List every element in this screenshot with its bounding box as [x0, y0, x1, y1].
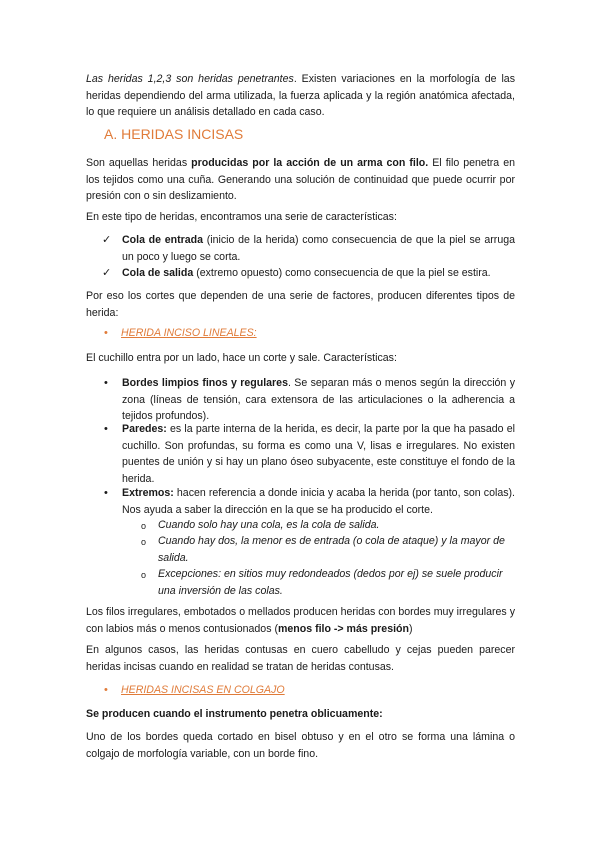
check-item-bold: Cola de salida: [122, 267, 194, 279]
bullet-icon: •: [104, 423, 108, 435]
circle-bullet-icon: o: [141, 570, 147, 580]
irregular-text: Los filos irregulares, embotados o mellados producen heridas con bordes muy irregulares y con labios más o menos contusionados (: [86, 606, 515, 635]
irregular-bold: menos filo -> más presión: [277, 622, 409, 635]
definition-post: El filo penetra en los tejidos como una cuña. Generando una solución de continuidad que puede ocurrir por presión con o sin deslizamiento.: [86, 157, 516, 203]
list-item-text: . Se separan más o menos según la dirección y zona (líneas de tensión, cara extensora de las articulaciones o la adherencia a tejidos profundos).: [122, 377, 515, 423]
circle-bullet-icon: o: [141, 537, 147, 547]
inciso-lineales-link[interactable]: HERIDA INCISO LINEALES:: [121, 327, 257, 339]
sub-item-dos-colas: Cuando hay dos, la menor es de entrada (o cola de ataque) y la mayor de salida.: [158, 535, 505, 564]
irregular-paragraph: [86, 604, 515, 637]
checkmark-icon: ✓: [102, 267, 112, 279]
check-item-entrada: [122, 232, 515, 265]
checkmark-icon: ✓: [102, 234, 112, 246]
knife-paragraph: El cuchillo entra por un lado, hace un corte y sale. Características:: [86, 352, 397, 364]
definition-paragraph: [86, 155, 515, 205]
irregular-end: ): [408, 622, 413, 635]
sub-item-excepciones: Excepciones: en sitios muy redondeados (dedos por ej) se suele producir una inversión de las colas.: [158, 568, 503, 597]
oblique-heading: [86, 706, 515, 723]
list-item-bold: Extremos:: [122, 487, 174, 499]
scalp-paragraph: En algunos casos, las heridas contusas en cuero cabelludo y cejas pueden parecer heridas incisas cuando en realidad se tratan de heridas contusas.: [86, 644, 515, 673]
circle-bullet-icon: o: [141, 521, 147, 531]
bullet-icon: •: [104, 327, 108, 339]
list-item-text: hacen referencia a donde inicia y acaba la herida (por tanto, son colas). Nos ayuda a saber la dirección en la que se ha producido el corte.: [122, 487, 515, 516]
intro-italic: Las heridas 1,2,3 son heridas penetrantes: [86, 73, 294, 85]
definition-bold: producidas por la acción de un arma con filo.: [191, 157, 429, 169]
list-item-bold: Bordes limpios finos y regulares: [122, 377, 288, 389]
intro-rest: . Existen variaciones en la morfología de las heridas dependiendo del arma utilizada, la fuerza aplicada y la región anatómica afectada, lo que requiere un análisis detallado en cada caso.: [86, 73, 515, 119]
intro-paragraph: [86, 71, 515, 121]
definition-pre: Son aquellas heridas: [86, 157, 192, 169]
bevel-paragraph: Uno de los bordes queda cortado en bisel obtuso y en el otro se forma una lámina o colgajo de morfología variable, con un borde fino.: [86, 731, 515, 760]
bullet-icon: •: [104, 487, 108, 499]
section-a-heading: A. HERIDAS INCISAS: [104, 126, 244, 142]
bullet-icon: •: [104, 684, 108, 696]
list-item-extremos: [122, 485, 515, 518]
check-item-text: (inicio de la herida) como consecuencia de que la piel se arruga un poco y luego se corta.: [122, 234, 515, 263]
sub-item-una-cola: Cuando solo hay una cola, es la cola de salida.: [158, 519, 380, 531]
characteristics-intro: En este tipo de heridas, encontramos una serie de características:: [86, 211, 397, 223]
check-item-text: (extremo opuesto) como consecuencia de que la piel se estira.: [193, 267, 491, 279]
list-item-paredes: [122, 421, 515, 487]
oblique-bold: Se producen cuando el instrumento penetra oblicuamente:: [86, 708, 383, 720]
check-item-salida: [122, 265, 515, 282]
list-item-text: es la parte interna de la herida, es decir, la parte por la que ha pasado el cuchillo. Son profundas, su forma es como una V, lisas e irregulares. No existen puentes de unión y si hay un plano óseo subyacente, este constituye el fondo de la herida.: [122, 423, 515, 485]
colgajo-link[interactable]: HERIDAS INCISAS EN COLGAJO: [121, 684, 285, 696]
check-item-bold: Cola de entrada: [122, 234, 204, 246]
list-item-bordes: [122, 375, 515, 425]
list-item-bold: Paredes:: [122, 423, 167, 435]
factors-paragraph: Por eso los cortes que dependen de una serie de factores, producen diferentes tipos de herida:: [86, 290, 515, 319]
bullet-icon: •: [104, 377, 108, 389]
